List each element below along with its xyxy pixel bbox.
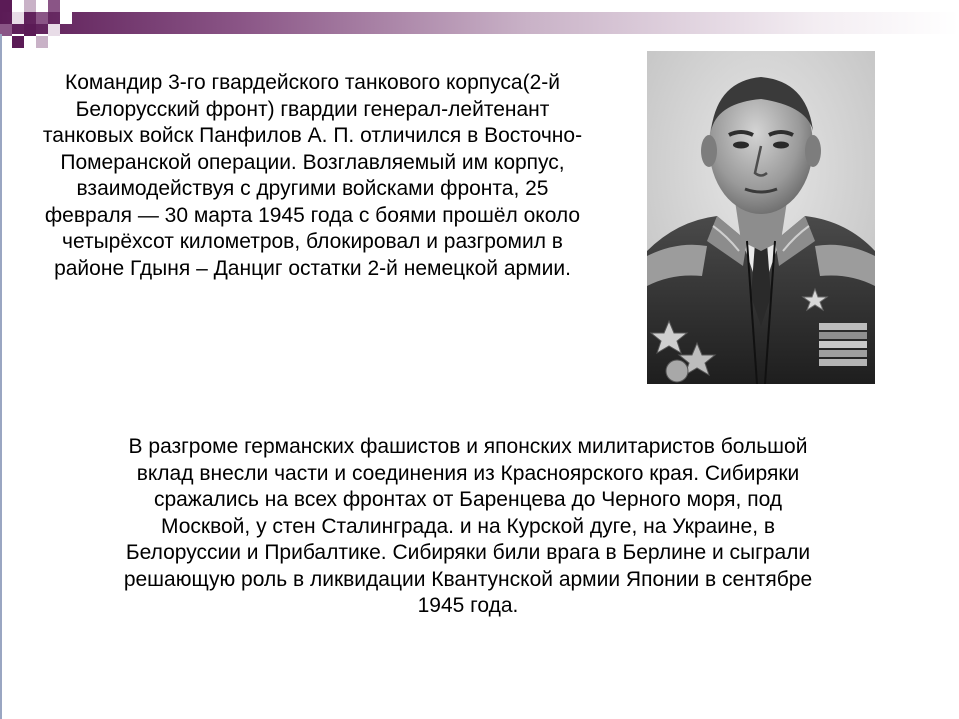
portrait-photo xyxy=(647,51,875,384)
decor-square xyxy=(12,36,24,48)
decor-square xyxy=(24,0,36,12)
decor-square xyxy=(36,12,48,24)
header-decoration-bar xyxy=(0,12,959,34)
decor-square xyxy=(0,0,12,12)
decor-square xyxy=(12,12,24,24)
commander-paragraph: Командир 3-го гвардейского танкового корпуса(2-й Белорусский фронт) гвардии генерал-лейтенант танковых войск Панфилов А. П. отличился в Восточно-Померанской операции. Возглавляемый им корпус, взаимодействуя с другими войсками фронта, 25 февраля — 30 марта 1945 года с боями прошёл около четырёхсот километров, блокировал и разгромил в районе Гдыня – Данциг остатки 2-й немецкой армии. xyxy=(42,71,583,280)
portrait-illustration xyxy=(647,51,875,384)
decor-square xyxy=(48,0,60,12)
decor-square xyxy=(36,36,48,48)
decor-square xyxy=(48,24,60,36)
decor-square xyxy=(60,12,72,24)
decor-square xyxy=(24,24,36,36)
left-border-line xyxy=(0,34,2,719)
siberians-paragraph: В разгроме германских фашистов и японских милитаристов большой вклад внесли части и соединения из Красноярского края. Сибиряки сражались на всех фронтах от Баренцева до Черного моря, под Москвой, у стен Сталинграда. и на Курской дуге, на Украине, в Белоруссии и Прибалтике. Сибиряки били врага в Берлине и сыграли решающую роль в ликвидации Квантунской армии Японии в сентябре 1945 года. xyxy=(123,435,813,617)
